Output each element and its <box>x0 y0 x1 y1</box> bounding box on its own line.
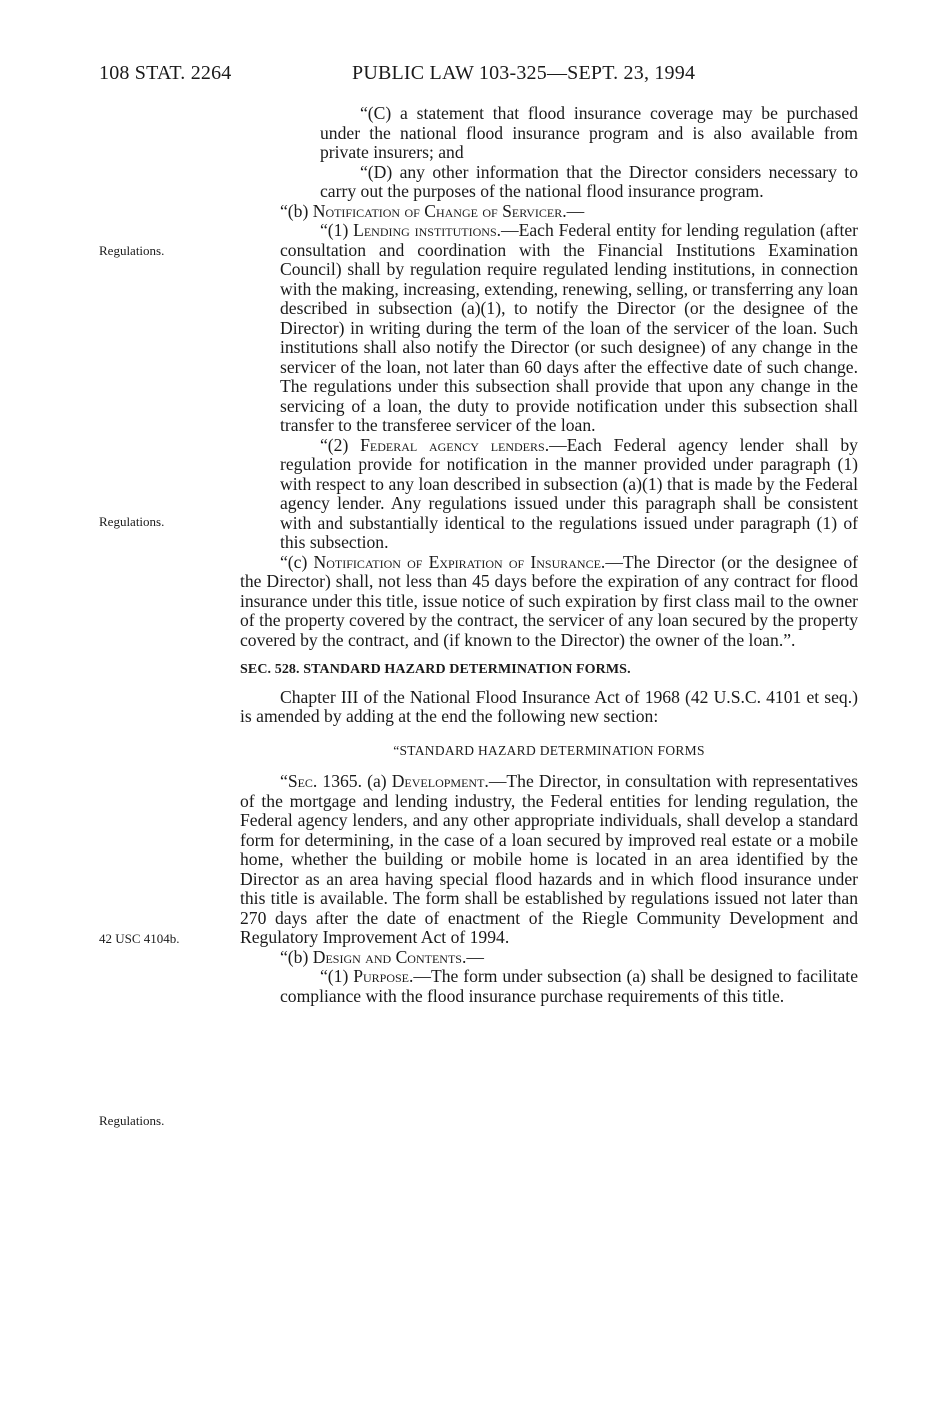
section-heading-standard-hazard: “STANDARD HAZARD DETERMINATION FORMS <box>393 742 705 758</box>
page-title: PUBLIC LAW 103-325—SEPT. 23, 1994 <box>352 62 696 84</box>
section-1365-b-heading: “(b) Design and Contents.— <box>280 946 484 967</box>
margin-note-regulations-3: Regulations. <box>99 1113 165 1128</box>
section-1365-a: “Sec. 1365. (a) Development.—The Director, in consultation with representatives of the mortgage and lending industry, the Federal entities for lending regulation, the Federal agency lenders, and any other appropriate individuals, shall develop a standard form for determining, in the case of a loan secured by improved real estate or a mobile home, whether the building or mobile home is located in an area identified by the Director as an area having special flood hazards and in which flood insurance under this title is available. The form shall be established by regulations issued not later than 270 days after the date of enactment of the Riegle Community Development and Regulatory Improvement Act of 1994. <box>240 771 858 947</box>
paragraph-b1: “(1) Lending institutions.—Each Federal entity for lending regulation (after consultation and coordination with the Financial Institutions Examination Council) shall by regulation require regulated lending institutions, in connection with the making, increasing, extending, renewing, selling, or transferring any loan described in subsection (a)(1), to notify the Director (or the designee of the Director) in writing during the term of the loan of the servicer of the loan. Such institutions shall also notify the Director (or such designee) of any change in the servicer of the loan, not later than 60 days after the effective date of such change. The regulations under this subsection shall provide that upon any change in the servicing of a loan, the duty to provide notification under this subsection shall transfer to the transferee servicer of the loan. <box>280 220 858 435</box>
margin-note-regulations-1: Regulations. <box>99 243 165 258</box>
paragraph-d: “(D) any other information that the Director considers necessary to carry out the purposes of the national flood insurance program. <box>320 161 858 201</box>
body-text <box>240 104 858 1006</box>
paragraph-c: “(C) a statement that flood insurance coverage may be purchased under the national flood insurance program and is also available from private insurers; and <box>320 103 858 162</box>
section-title: SEC. 528. STANDARD HAZARD DETERMINATION FORMS. <box>240 662 631 677</box>
chapter-amendment-text: Chapter III of the National Flood Insurance Act of 1968 (42 U.S.C. 4101 et seq.) is amended by adding at the end the following new section: <box>240 686 858 726</box>
margin-note-regulations-2: Regulations. <box>99 514 165 529</box>
stat-citation: 108 STAT. 2264 <box>99 62 232 84</box>
subsection-b-heading: “(b) Notification of Change of Servicer.— <box>280 200 585 221</box>
paragraph-b2: “(2) Federal agency lenders.—Each Federal agency lender shall by regulation provide for notification in the manner provided under paragraph (1) with respect to any loan described in subsection (a)(1) that is made by the Federal agency lender. Any regulations issued under this paragraph shall be consistent with and substantially identical to the regulations issued under paragraph (1) of this subsection. <box>280 434 858 552</box>
margin-note-usc: 42 USC 4104b. <box>99 931 180 946</box>
section-1365-b1: “(1) Purpose.—The form under subsection (a) shall be designed to facilitate compliance with the flood insurance purchase requirements of this title. <box>280 966 858 1006</box>
subsection-c: “(c) Notification of Expiration of Insurance.—The Director (or the designee of the Director) shall, not less than 45 days before the expiration of any contract for flood insurance under this title, issue notice of such expiration by first class mail to the owner of the property covered by the contract, the servicer of any loan secured by the property covered by the contract, and (if known to the Director) the owner of the loan.”. <box>240 551 859 650</box>
